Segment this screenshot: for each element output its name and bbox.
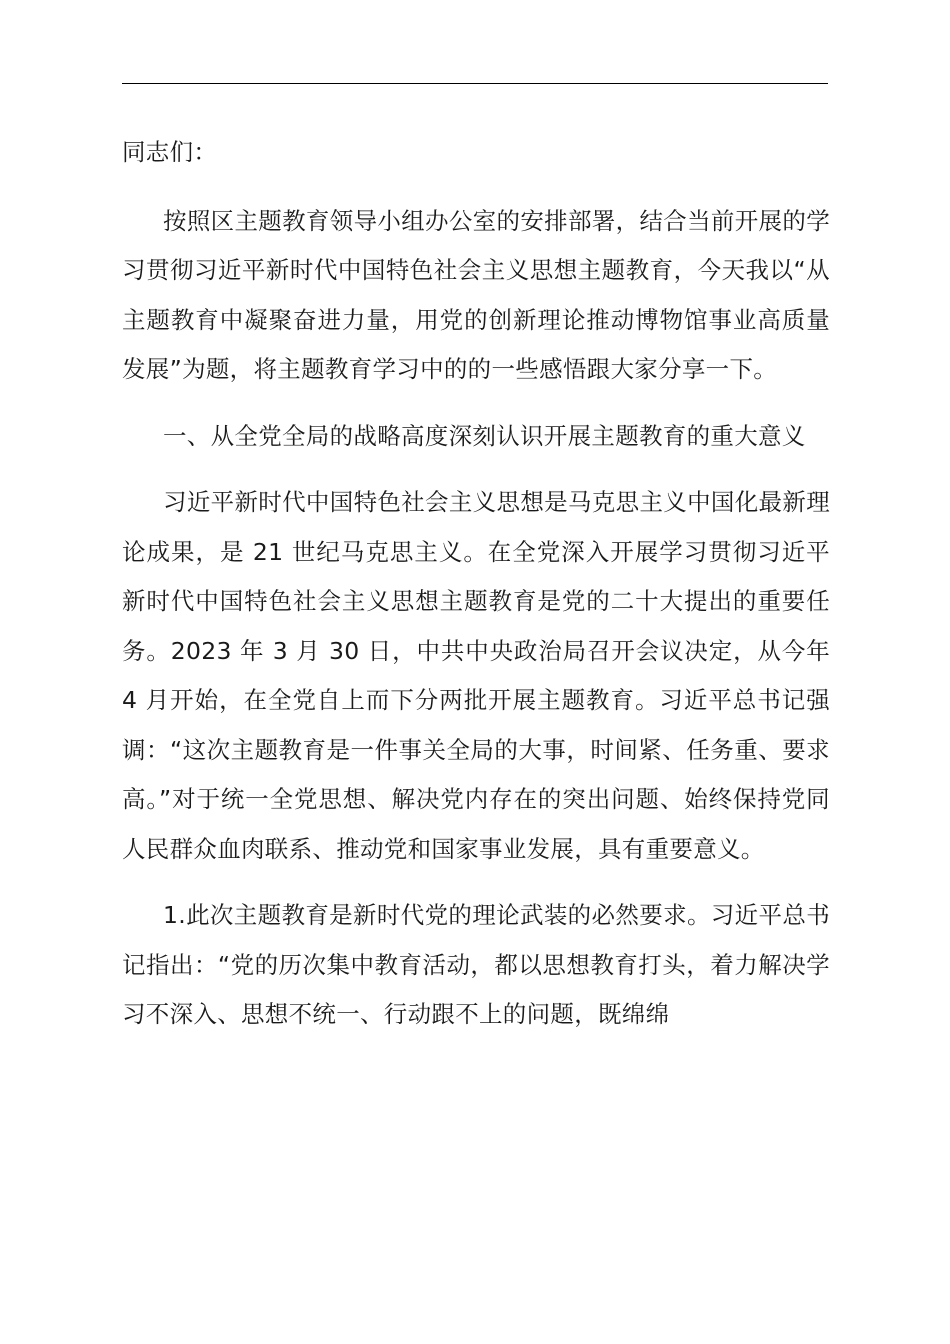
- paragraph-intro: 按照区主题教育领导小组办公室的安排部署，结合当前开展的学习贯彻习近平新时代中国特色社会主义思想主题教育，今天我以“从主题教育中凝聚奋进力量，用党的创新理论推动博物馆事业高质量发展”为题，将主题教育学习中的的一些感悟跟大家分享一下。: [122, 206, 830, 383]
- paragraph-point-1: 1.此次主题教育是新时代党的理论武装的必然要求。习近平总书记指出：“党的历次集中教育活动，都以思想教育打头，着力解决学习不深入、思想不统一、行动跟不上的问题，既绵绵: [122, 901, 830, 1028]
- section-heading: 一、从全党全局的战略高度深刻认识开展主题教育的重大意义: [163, 421, 806, 450]
- salutation: 同志们：: [122, 138, 218, 166]
- header-rule: [122, 83, 828, 84]
- document-body: [122, 128, 830, 1057]
- paragraph-background: 习近平新时代中国特色社会主义思想是马克思主义中国化最新理论成果，是 21 世纪马克思主义。在全党深入开展学习贯彻习近平新时代中国特色社会主义思想主题教育是党的二十大提出的重要任务。2023 年 3 月 30 日，中共中央政治局召开会议决定，从今年 4 月开始，在全党自上而下分两批开展主题教育。习近平总书记强调：“这次主题教育是一件事关全局的大事，时间紧、任务重、要求高。”对于统一全党思想、解决党内存在的突出问题、始终保持党同人民群众血肉联系、推动党和国家事业发展，具有重要意义。: [122, 488, 830, 863]
